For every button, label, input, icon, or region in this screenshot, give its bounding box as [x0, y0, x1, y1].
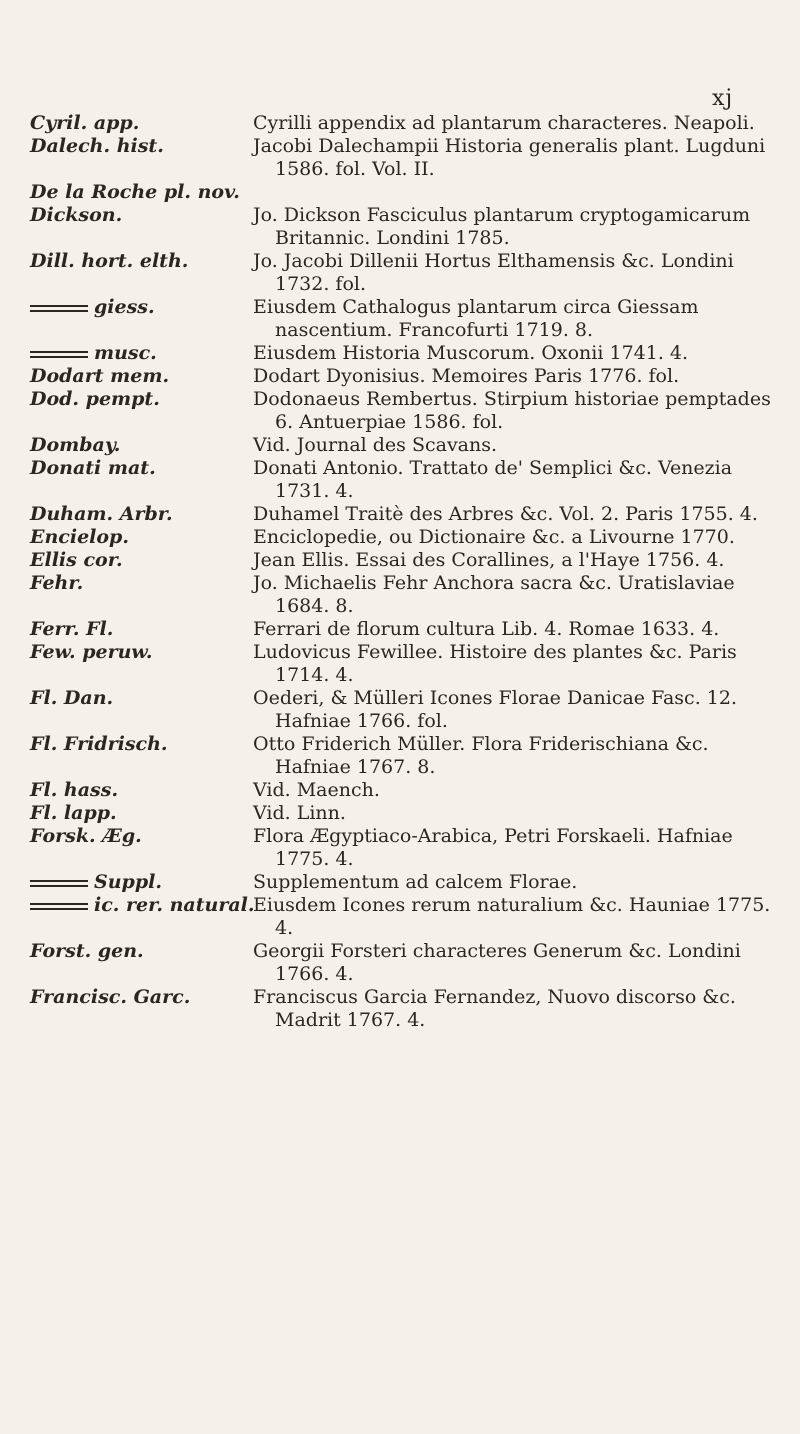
entry-abbreviation [30, 871, 253, 894]
entry-abbreviation [30, 112, 253, 135]
bibliography-entry [30, 733, 790, 779]
bibliography-entry [30, 181, 790, 204]
entry-abbreviation-text: Forsk. Æg. [30, 825, 142, 847]
entry-abbreviation-text: Duham. Arbr. [30, 503, 173, 525]
entry-abbreviation [30, 434, 253, 457]
entry-reference: Georgii Forsteri characteres Generum &c. Londini 1766. 4. [253, 940, 741, 985]
entry-reference: Eiusdem Historia Muscorum. Oxonii 1741. 4. [253, 342, 689, 364]
entry-reference: Eiusdem Icones rerum naturalium &c. Hauniae 1775. 4. [253, 894, 771, 939]
bibliography-entry [30, 503, 790, 526]
entry-abbreviation [30, 733, 253, 779]
entry-abbreviation-text: Dill. hort. elth. [30, 250, 189, 272]
entry-abbreviation [30, 779, 253, 802]
bibliography-list [30, 112, 790, 1032]
entry-abbreviation-text: Ferr. Fl. [30, 618, 114, 640]
ditto-mark [30, 903, 88, 910]
entry-abbreviation [30, 250, 253, 296]
bibliography-entry [30, 250, 790, 296]
entry-abbreviation [30, 802, 253, 825]
ditto-mark [30, 880, 88, 887]
entry-abbreviation-text: Encielop. [30, 526, 129, 548]
bibliography-entry [30, 779, 790, 802]
entry-abbreviation [30, 549, 253, 572]
bibliography-entry [30, 572, 790, 618]
entry-abbreviation [30, 526, 253, 549]
entry-abbreviation [30, 135, 253, 181]
entry-abbreviation [30, 388, 253, 434]
bibliography-entry [30, 825, 790, 871]
entry-abbreviation-text: Cyril. app. [30, 112, 140, 134]
entry-reference: Dodonaeus Rembertus. Stirpium historiae pemptades 6. Antuerpiae 1586. fol. [253, 388, 771, 433]
entry-abbreviation [30, 296, 253, 342]
bibliography-entry [30, 687, 790, 733]
entry-abbreviation [30, 503, 253, 526]
entry-reference: Jean Ellis. Essai des Corallines, a l'Haye 1756. 4. [253, 549, 725, 571]
ditto-mark [30, 351, 88, 358]
bibliography-entry [30, 940, 790, 986]
entry-abbreviation-text: Fl. Dan. [30, 687, 114, 709]
entry-reference: Cyrilli appendix ad plantarum characteres. Neapoli. [253, 112, 755, 134]
entry-abbreviation-text: musc. [94, 342, 157, 364]
bibliography-entry [30, 457, 790, 503]
bibliography-entry [30, 894, 790, 940]
bibliography-entry [30, 135, 790, 181]
bibliography-entry [30, 641, 790, 687]
entry-abbreviation [30, 572, 253, 618]
entry-abbreviation-text: Fl. lapp. [30, 802, 117, 824]
bibliography-entry [30, 296, 790, 342]
entry-abbreviation-text: Dalech. hist. [30, 135, 164, 157]
entry-abbreviation [30, 940, 253, 986]
entry-reference: Flora Ægyptiaco-Arabica, Petri Forskaeli. Hafniae 1775. 4. [253, 825, 733, 870]
entry-abbreviation [30, 825, 253, 871]
entry-abbreviation-text: ic. rer. natural. [94, 894, 255, 916]
entry-reference: Jo. Michaelis Fehr Anchora sacra &c. Uratislaviae 1684. 8. [253, 572, 735, 617]
bibliography-entry [30, 434, 790, 457]
entry-abbreviation-text: Dombay. [30, 434, 121, 456]
entry-abbreviation-text: Francisc. Garc. [30, 986, 191, 1008]
entry-abbreviation-text: Forst. gen. [30, 940, 144, 962]
entry-reference [253, 181, 790, 204]
entry-reference: Donati Antonio. Trattato de' Semplici &c. Venezia 1731. 4. [253, 457, 733, 502]
ditto-mark [30, 305, 88, 312]
entry-reference: Otto Friderich Müller. Flora Friderischiana &c. Hafniae 1767. 8. [253, 733, 709, 778]
entry-abbreviation-text: Fl. Fridrisch. [30, 733, 168, 755]
entry-reference: Jacobi Dalechampii Historia generalis plant. Lugduni 1586. fol. Vol. II. [253, 135, 766, 180]
entry-reference: Enciclopedie, ou Dictionaire &c. a Livourne 1770. [253, 526, 735, 548]
entry-abbreviation [30, 342, 253, 365]
entry-reference: Jo. Jacobi Dillenii Hortus Elthamensis &c. Londini 1732. fol. [253, 250, 734, 295]
entry-abbreviation-text: Dod. pempt. [30, 388, 160, 410]
entry-reference: Vid. Journal des Scavans. [253, 434, 498, 456]
entry-reference: Jo. Dickson Fasciculus plantarum cryptogamicarum Britannic. Londini 1785. [253, 204, 751, 249]
entry-abbreviation-text: Fehr. [30, 572, 84, 594]
bibliography-entry [30, 112, 790, 135]
entry-abbreviation [30, 986, 253, 1032]
entry-abbreviation-text: giess. [94, 296, 155, 318]
bibliography-entry [30, 204, 790, 250]
page-number: xj [712, 86, 734, 111]
bibliography-entry [30, 526, 790, 549]
entry-abbreviation [30, 204, 253, 250]
bibliography-entry [30, 342, 790, 365]
bibliography-entry [30, 549, 790, 572]
entry-abbreviation [30, 618, 253, 641]
entry-abbreviation-text: De la Roche pl. nov. [30, 181, 240, 203]
bibliography-entry [30, 388, 790, 434]
entry-abbreviation [30, 181, 253, 204]
entry-abbreviation-text: Suppl. [94, 871, 162, 893]
bibliography-entry [30, 871, 790, 894]
bibliography-entry [30, 802, 790, 825]
entry-reference: Supplementum ad calcem Florae. [253, 871, 578, 893]
entry-reference: Ludovicus Fewillee. Histoire des plantes &c. Paris 1714. 4. [253, 641, 737, 686]
entry-abbreviation-text: Few. peruw. [30, 641, 153, 663]
entry-abbreviation [30, 687, 253, 733]
entry-reference: Franciscus Garcia Fernandez, Nuovo discorso &c. Madrit 1767. 4. [253, 986, 736, 1031]
entry-abbreviation-text: Donati mat. [30, 457, 156, 479]
entry-abbreviation-text: Dodart mem. [30, 365, 170, 387]
entry-abbreviation-text: Fl. hass. [30, 779, 119, 801]
entry-abbreviation [30, 641, 253, 687]
entry-reference: Vid. Maench. [253, 779, 380, 801]
entry-reference: Eiusdem Cathalogus plantarum circa Giessam nascentium. Francofurti 1719. 8. [253, 296, 699, 341]
entry-abbreviation [30, 457, 253, 503]
bibliography-entry [30, 365, 790, 388]
entry-reference: Duhamel Traitè des Arbres &c. Vol. 2. Paris 1755. 4. [253, 503, 758, 525]
bibliography-entry [30, 986, 790, 1032]
entry-abbreviation-text: Ellis cor. [30, 549, 123, 571]
entry-abbreviation [30, 894, 253, 940]
entry-reference: Vid. Linn. [253, 802, 346, 824]
entry-reference: Oederi, & Mülleri Icones Florae Danicae Fasc. 12. Hafniae 1766. fol. [253, 687, 737, 732]
entry-reference: Ferrari de florum cultura Lib. 4. Romae 1633. 4. [253, 618, 720, 640]
entry-abbreviation [30, 365, 253, 388]
entry-abbreviation-text: Dickson. [30, 204, 123, 226]
entry-reference: Dodart Dyonisius. Memoires Paris 1776. fol. [253, 365, 680, 387]
bibliography-entry [30, 618, 790, 641]
